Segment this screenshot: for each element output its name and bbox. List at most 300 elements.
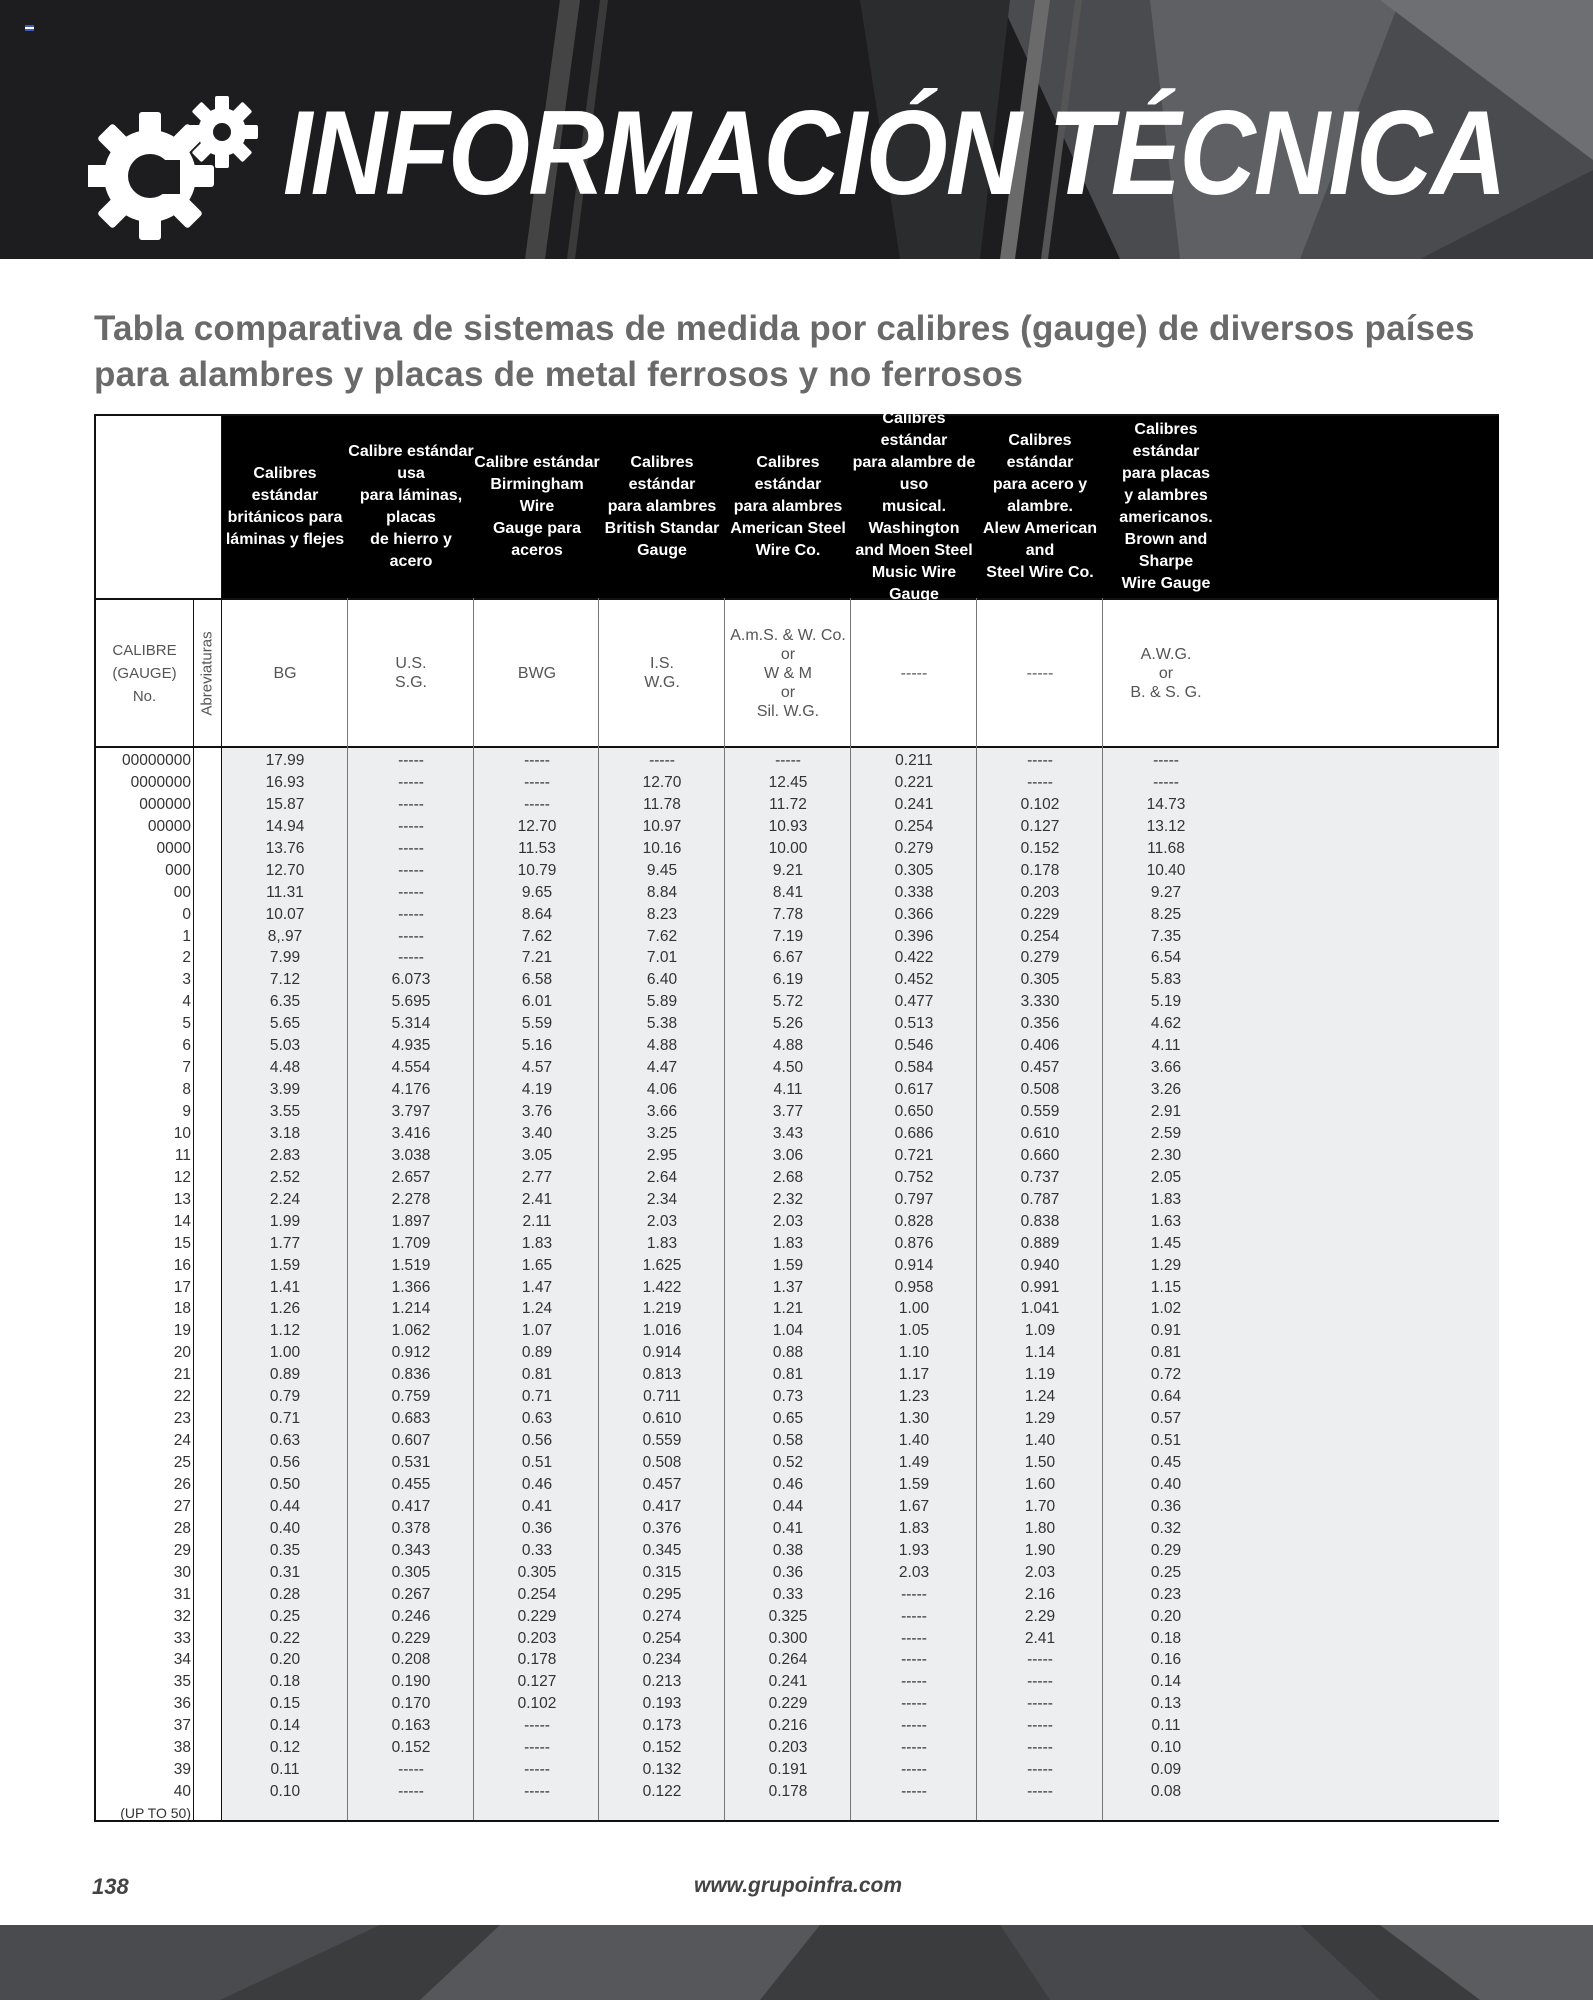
table-cell: 1.12: [269, 1322, 301, 1340]
table-cell: -----: [1153, 773, 1179, 791]
table-cell: 13.76: [265, 839, 305, 857]
table-cell: 1.897: [391, 1212, 431, 1230]
table-cell: 0.406: [1020, 1037, 1060, 1055]
table-cell: 0.356: [1020, 1015, 1060, 1033]
table-row: [96, 1035, 1497, 1057]
table-cell: 1.00: [269, 1344, 301, 1362]
table-cell: 2.64: [646, 1168, 678, 1186]
table-cell: 3.77: [772, 1103, 804, 1120]
table-cell: 0.15: [269, 1695, 301, 1713]
gauge-number: 13: [173, 1190, 191, 1208]
table-cell: -----: [1027, 1783, 1053, 1801]
table-cell: 0.683: [391, 1410, 431, 1428]
table-row: [96, 1013, 1497, 1035]
gauge-number: 22: [173, 1388, 191, 1406]
table-cell: 0.229: [391, 1629, 431, 1647]
gauge-number: 6: [182, 1037, 191, 1055]
table-cell: 2.278: [391, 1190, 431, 1208]
table-cell: 9.65: [521, 883, 553, 901]
table-cell: 0.213: [642, 1673, 682, 1691]
table-row: [96, 1364, 1497, 1386]
table-cell: 7.78: [772, 905, 804, 923]
table-cell: 2.32: [772, 1190, 804, 1208]
table-cell: 1.26: [269, 1300, 301, 1318]
website-link[interactable]: www.grupoinfra.com: [694, 1874, 903, 1897]
table-cell: 0.559: [642, 1432, 682, 1450]
table-cell: 0.35: [269, 1541, 301, 1559]
gauge-number: 12: [173, 1168, 191, 1186]
table-cell: 0.686: [894, 1124, 934, 1142]
table-cell: -----: [398, 817, 424, 835]
gauge-number: 2: [182, 949, 191, 967]
table-cell: 0.417: [642, 1497, 682, 1515]
table-cell: 1.709: [391, 1234, 431, 1252]
table-row: [96, 1167, 1497, 1189]
table-cell: 1.40: [1024, 1432, 1056, 1450]
table-cell: 1.214: [391, 1300, 431, 1318]
table-cell: 0.508: [1020, 1081, 1060, 1099]
table-cell: 0.650: [894, 1103, 934, 1120]
table-cell: 0.836: [391, 1366, 431, 1384]
table-cell: 0.36: [772, 1563, 804, 1581]
table-cell: 0.64: [1150, 1388, 1182, 1406]
gauge-number: 37: [173, 1717, 191, 1735]
gauge-number: 20: [173, 1344, 191, 1362]
table-cell: 3.55: [269, 1103, 301, 1120]
table-cell: 2.657: [391, 1168, 431, 1186]
table-row: [96, 860, 1497, 882]
table-cell: 0.56: [521, 1432, 553, 1450]
table-cell: 0.721: [894, 1146, 934, 1164]
table-row: [96, 882, 1497, 904]
table-cell: 1.00: [898, 1300, 930, 1318]
gauge-number: 36: [173, 1695, 191, 1713]
column-header: Calibres estándar británicos para láminas y flejes: [225, 465, 345, 548]
table-cell: 0.41: [772, 1519, 804, 1537]
table-cell: 9.27: [1150, 883, 1182, 901]
column-header: Calibres estándar para alambres British Standar Gauge: [604, 454, 720, 559]
table-cell: 0.71: [269, 1410, 301, 1428]
column-header: Calibre estándar Birmingham Wire Gauge para aceros: [474, 454, 600, 559]
table-cell: -----: [524, 795, 550, 813]
table-row: [96, 1540, 1497, 1562]
table-row: [96, 1584, 1497, 1606]
table-cell: 6.01: [521, 993, 553, 1011]
table-row: [96, 816, 1497, 838]
table-cell: -----: [901, 1651, 927, 1669]
table-cell: 0.607: [391, 1432, 431, 1450]
table-cell: 10.97: [642, 817, 682, 835]
table-row: [96, 1211, 1497, 1233]
table-cell: 4.57: [521, 1059, 553, 1077]
table-cell: 0.477: [894, 993, 934, 1011]
table-cell: 4.11: [1151, 1037, 1181, 1055]
table-row: [96, 1781, 1497, 1803]
table-cell: -----: [1027, 752, 1053, 769]
table-row: [96, 1606, 1497, 1628]
table-cell: 1.59: [269, 1256, 301, 1274]
table-cell: 4.935: [391, 1037, 431, 1055]
table-cell: 0.378: [391, 1519, 431, 1537]
table-cell: 0.457: [642, 1475, 682, 1493]
table-cell: -----: [524, 1739, 550, 1757]
banner-title: INFORMACIÓN TÉCNICA: [283, 86, 1505, 220]
table-cell: -----: [524, 1717, 550, 1735]
table-cell: 5.65: [269, 1015, 301, 1033]
gauge-number: 0000000: [130, 773, 191, 791]
table-cell: 0.91: [1150, 1322, 1182, 1340]
table-cell: 1.062: [391, 1322, 431, 1340]
table-cell: 2.83: [269, 1146, 301, 1164]
table-row: [96, 1408, 1497, 1430]
table-cell: 0.513: [894, 1015, 934, 1033]
table-cell: -----: [1027, 1651, 1053, 1669]
page-number: 138: [92, 1874, 129, 1899]
table-cell: 0.22: [269, 1629, 301, 1647]
table-cell: 12.45: [768, 773, 808, 791]
table-cell: 0.44: [269, 1497, 301, 1515]
table-cell: 0.422: [894, 949, 934, 967]
table-cell: -----: [1027, 1673, 1053, 1691]
table-cell: 3.797: [391, 1103, 431, 1120]
gauge-number: 4: [182, 993, 191, 1011]
table-cell: -----: [398, 861, 424, 879]
table-cell: -----: [775, 752, 801, 769]
table-cell: 2.16: [1024, 1585, 1056, 1603]
gauge-number: 31: [173, 1585, 191, 1603]
table-cell: 0.18: [1150, 1629, 1182, 1647]
table-cell: 0.203: [517, 1629, 557, 1647]
table-row: [96, 1277, 1497, 1299]
table-row: [96, 926, 1497, 948]
table-cell: 1.04: [772, 1322, 804, 1340]
table-cell: 1.80: [1024, 1519, 1056, 1537]
table-cell: 0.63: [521, 1410, 553, 1428]
table-cell: 0.229: [1020, 905, 1060, 923]
table-cell: 1.59: [898, 1475, 930, 1493]
gauge-number: (UP TO 50): [120, 1805, 191, 1821]
table-cell: 0.759: [391, 1388, 431, 1406]
table-cell: 3.26: [1150, 1081, 1182, 1099]
table-cell: 0.838: [1020, 1212, 1060, 1230]
table-cell: 0.295: [642, 1585, 682, 1603]
table-cell: 0.940: [1020, 1256, 1060, 1274]
table-cell: 0.102: [517, 1695, 557, 1713]
column-abbreviation: U.S. S.G.: [394, 655, 427, 691]
gauge-number: 21: [173, 1366, 191, 1384]
table-cell: 0.246: [391, 1607, 431, 1625]
table-cell: 4.554: [391, 1059, 431, 1077]
table-cell: 0.81: [521, 1366, 553, 1384]
table-cell: 3.18: [269, 1124, 301, 1142]
column-abbreviation: BWG: [517, 664, 557, 682]
table-cell: -----: [398, 927, 424, 945]
table-cell: 11.31: [266, 883, 304, 901]
table-cell: 1.422: [642, 1278, 682, 1296]
table-cell: 0.81: [772, 1366, 804, 1384]
table-cell: 2.05: [1150, 1168, 1182, 1186]
column-abbreviation: A.m.S. & W. Co. or W & M or Sil. W.G.: [730, 626, 846, 720]
table-row: [96, 772, 1497, 794]
table-row: [96, 1057, 1497, 1079]
table-cell: 10.79: [517, 861, 557, 879]
table-cell: 12.70: [517, 817, 557, 835]
table-cell: 8.25: [1150, 905, 1182, 923]
table-cell: 0.33: [521, 1541, 553, 1559]
column-header: Calibres estándar para alambres American Steel Wire Co.: [730, 454, 846, 559]
table-cell: 3.038: [391, 1146, 431, 1164]
table-cell: 7.62: [521, 927, 553, 945]
table-cell: 2.24: [269, 1190, 301, 1208]
table-cell: 7.19: [772, 927, 804, 945]
flag-icon: [25, 25, 34, 31]
table-cell: 1.219: [642, 1300, 682, 1318]
table-cell: -----: [398, 1783, 424, 1801]
table-cell: 5.03: [269, 1037, 301, 1055]
gauge-number: 25: [173, 1454, 191, 1471]
table-cell: 0.57: [1150, 1410, 1182, 1428]
table-cell: 0.617: [894, 1081, 934, 1099]
gauge-number: 5: [182, 1015, 191, 1033]
table-cell: 10.93: [768, 817, 808, 835]
table-cell: 4.88: [772, 1037, 804, 1055]
table-cell: 0.89: [269, 1366, 301, 1384]
table-cell: 2.68: [772, 1168, 804, 1186]
table-cell: 0.32: [1150, 1519, 1182, 1537]
table-cell: 8.41: [772, 883, 804, 901]
table-cell: 2.03: [772, 1212, 804, 1230]
table-cell: 1.67: [898, 1497, 930, 1515]
table-cell: 14.73: [1146, 795, 1186, 813]
table-cell: 0.531: [391, 1454, 431, 1471]
table-row: [96, 1342, 1497, 1364]
table-row: [96, 1518, 1497, 1540]
table-cell: 10.16: [642, 839, 682, 857]
abbreviations-label: Abreviaturas: [198, 630, 216, 716]
table-cell: 0.152: [1020, 839, 1060, 857]
table-cell: 0.122: [642, 1783, 682, 1801]
table-cell: 1.14: [1024, 1344, 1056, 1362]
page-subtitle: Tabla comparativa de sistemas de medida por calibres (gauge) de diversos países para alambres y placas de metal ferrosos y no ferrosos: [94, 309, 1475, 394]
table-cell: 1.21: [772, 1300, 804, 1318]
table-cell: 5.695: [391, 993, 431, 1011]
table-cell: 0.40: [1150, 1475, 1182, 1493]
column-abbreviation: I.S. W.G.: [644, 655, 680, 691]
table-cell: 1.99: [269, 1212, 301, 1230]
table-cell: -----: [901, 1607, 927, 1625]
table-cell: 3.40: [521, 1124, 553, 1142]
table-cell: -----: [524, 1761, 550, 1779]
table-cell: 3.06: [772, 1146, 804, 1164]
table-cell: 4.176: [391, 1081, 431, 1099]
table-cell: 5.314: [391, 1015, 431, 1033]
table-row: [96, 1430, 1497, 1452]
table-cell: 4.48: [269, 1059, 301, 1077]
table-row: [96, 1452, 1497, 1474]
gauge-number: 11: [174, 1146, 191, 1164]
table-cell: -----: [1027, 773, 1053, 791]
table-cell: 1.83: [1150, 1190, 1182, 1208]
gauge-number: 33: [173, 1629, 191, 1647]
table-cell: 4.47: [646, 1059, 678, 1077]
gauge-number: 00000: [147, 817, 191, 835]
table-cell: 5.26: [772, 1015, 804, 1033]
table-cell: 0.127: [1020, 817, 1060, 835]
table-cell: 1.37: [772, 1278, 804, 1296]
table-cell: 0.457: [1020, 1059, 1060, 1077]
table-cell: 0.254: [642, 1629, 682, 1647]
gauge-number: 14: [173, 1212, 191, 1230]
table-cell: 2.03: [1024, 1563, 1056, 1581]
table-cell: 0.38: [772, 1541, 804, 1559]
table-cell: 5.59: [521, 1015, 553, 1033]
gauge-number: 00000000: [122, 752, 191, 769]
table-cell: 0.178: [768, 1783, 808, 1801]
table-cell: -----: [1153, 752, 1179, 769]
table-cell: 0.14: [269, 1717, 301, 1735]
table-row: [96, 991, 1497, 1013]
table-cell: 0.254: [894, 817, 934, 835]
table-cell: 0.315: [642, 1563, 682, 1581]
table-cell: 0.33: [772, 1585, 804, 1603]
table-row: [96, 1386, 1497, 1408]
table-cell: 0.229: [768, 1695, 808, 1713]
table-cell: 1.17: [898, 1366, 930, 1384]
table-cell: 0.16: [1150, 1651, 1182, 1669]
table-cell: 0.52: [772, 1454, 804, 1471]
table-cell: 0.343: [391, 1541, 431, 1559]
table-cell: 0.89: [521, 1344, 553, 1362]
table-cell: 7.21: [521, 949, 553, 967]
table-cell: 0.274: [642, 1607, 682, 1625]
table-cell: -----: [398, 773, 424, 791]
column-abbreviation: A.W.G. or B. & S. G.: [1130, 645, 1202, 701]
table-cell: 2.77: [521, 1168, 553, 1186]
table-cell: 0.452: [894, 971, 934, 989]
table-cell: 7.99: [269, 949, 301, 967]
table-cell: 10.07: [265, 905, 305, 923]
table-cell: 0.221: [894, 773, 934, 791]
table-cell: 3.05: [521, 1146, 553, 1164]
table-cell: -----: [901, 1695, 927, 1713]
gauge-number: 1: [182, 927, 191, 945]
table-cell: 5.16: [521, 1037, 553, 1055]
table-cell: 0.254: [1020, 927, 1060, 945]
table-cell: 0.14: [1150, 1673, 1182, 1691]
table-cell: 0.889: [1020, 1234, 1060, 1252]
table-cell: 8,.97: [267, 927, 303, 945]
table-cell: 7.01: [646, 949, 678, 967]
table-cell: 0.876: [894, 1234, 934, 1252]
table-cell: 0.396: [894, 927, 934, 945]
table-row: [96, 1715, 1497, 1737]
table-cell: 1.40: [898, 1432, 930, 1450]
gauge-number: 0: [182, 905, 191, 923]
table-cell: 6.073: [391, 971, 431, 989]
table-cell: -----: [524, 752, 550, 769]
footer-background: [0, 1925, 1593, 2000]
table-cell: -----: [901, 1761, 927, 1779]
table-cell: -----: [901, 1739, 927, 1757]
table-row: [96, 947, 1497, 969]
table-cell: 9.45: [646, 861, 678, 879]
gauge-number: 9: [182, 1103, 191, 1120]
table-cell: 0.10: [269, 1783, 301, 1801]
table-cell: 6.40: [646, 971, 678, 989]
table-cell: 4.11: [773, 1081, 803, 1099]
table-cell: 5.72: [772, 993, 804, 1011]
table-cell: 0.376: [642, 1519, 682, 1537]
table-cell: 2.95: [646, 1146, 678, 1164]
table-row: [96, 1562, 1497, 1584]
column-header: Calibres estándar para acero y alambre. Alew American and Steel Wire Co.: [982, 432, 1098, 581]
table-cell: 5.19: [1150, 993, 1182, 1011]
table-cell: 1.29: [1024, 1410, 1056, 1428]
table-cell: 1.50: [1024, 1454, 1056, 1471]
table-cell: 1.09: [1024, 1322, 1056, 1340]
table-row: [96, 1255, 1497, 1277]
table-cell: 0.559: [1020, 1103, 1060, 1120]
gauge-number: 0000: [156, 839, 191, 857]
table-cell: 0.325: [768, 1607, 808, 1625]
table-cell: 16.93: [265, 773, 305, 791]
table-row: [96, 1079, 1497, 1101]
table-cell: 0.305: [517, 1563, 557, 1581]
table-row: [96, 1474, 1497, 1496]
table-cell: 0.46: [521, 1475, 553, 1493]
table-cell: 0.36: [1150, 1497, 1182, 1515]
table-cell: 0.991: [1020, 1278, 1060, 1296]
table-cell: 0.610: [642, 1410, 682, 1428]
table-cell: 0.88: [772, 1344, 804, 1362]
table-cell: 2.34: [646, 1190, 678, 1208]
table-row: [96, 1233, 1497, 1255]
table-cell: 1.24: [1024, 1388, 1056, 1406]
table-cell: 0.79: [269, 1388, 301, 1406]
table-cell: 1.05: [898, 1322, 930, 1340]
table-cell: -----: [1027, 1717, 1053, 1735]
table-cell: 0.13: [1150, 1695, 1182, 1713]
table-cell: -----: [901, 1673, 927, 1691]
table-cell: 0.610: [1020, 1124, 1060, 1142]
table-cell: 0.264: [768, 1651, 808, 1669]
gauge-number: 26: [173, 1475, 191, 1493]
table-cell: 0.63: [269, 1432, 301, 1450]
table-cell: 7.35: [1150, 927, 1182, 945]
table-cell: 2.11: [522, 1212, 552, 1230]
table-cell: 8.23: [646, 905, 678, 923]
table-cell: 1.366: [391, 1278, 431, 1296]
gauge-number: 27: [173, 1497, 191, 1515]
table-cell: 1.65: [521, 1256, 553, 1274]
table-cell: 0.305: [894, 861, 934, 879]
table-cell: 1.59: [772, 1256, 804, 1274]
table-cell: 8.84: [646, 883, 678, 901]
table-cell: 10.40: [1146, 861, 1186, 879]
gauge-number: 7: [182, 1059, 191, 1077]
table-cell: 7.62: [646, 927, 678, 945]
gauge-number: 39: [173, 1761, 191, 1779]
table-cell: 0.11: [270, 1761, 300, 1779]
table-cell: 1.83: [521, 1234, 553, 1252]
table-cell: 0.12: [269, 1739, 301, 1757]
table-cell: 0.828: [894, 1212, 934, 1230]
table-cell: 3.330: [1020, 993, 1060, 1011]
table-cell: 1.83: [646, 1234, 678, 1252]
table-cell: 1.49: [898, 1454, 930, 1471]
table-cell: -----: [398, 905, 424, 923]
table-cell: 0.305: [1020, 971, 1060, 989]
